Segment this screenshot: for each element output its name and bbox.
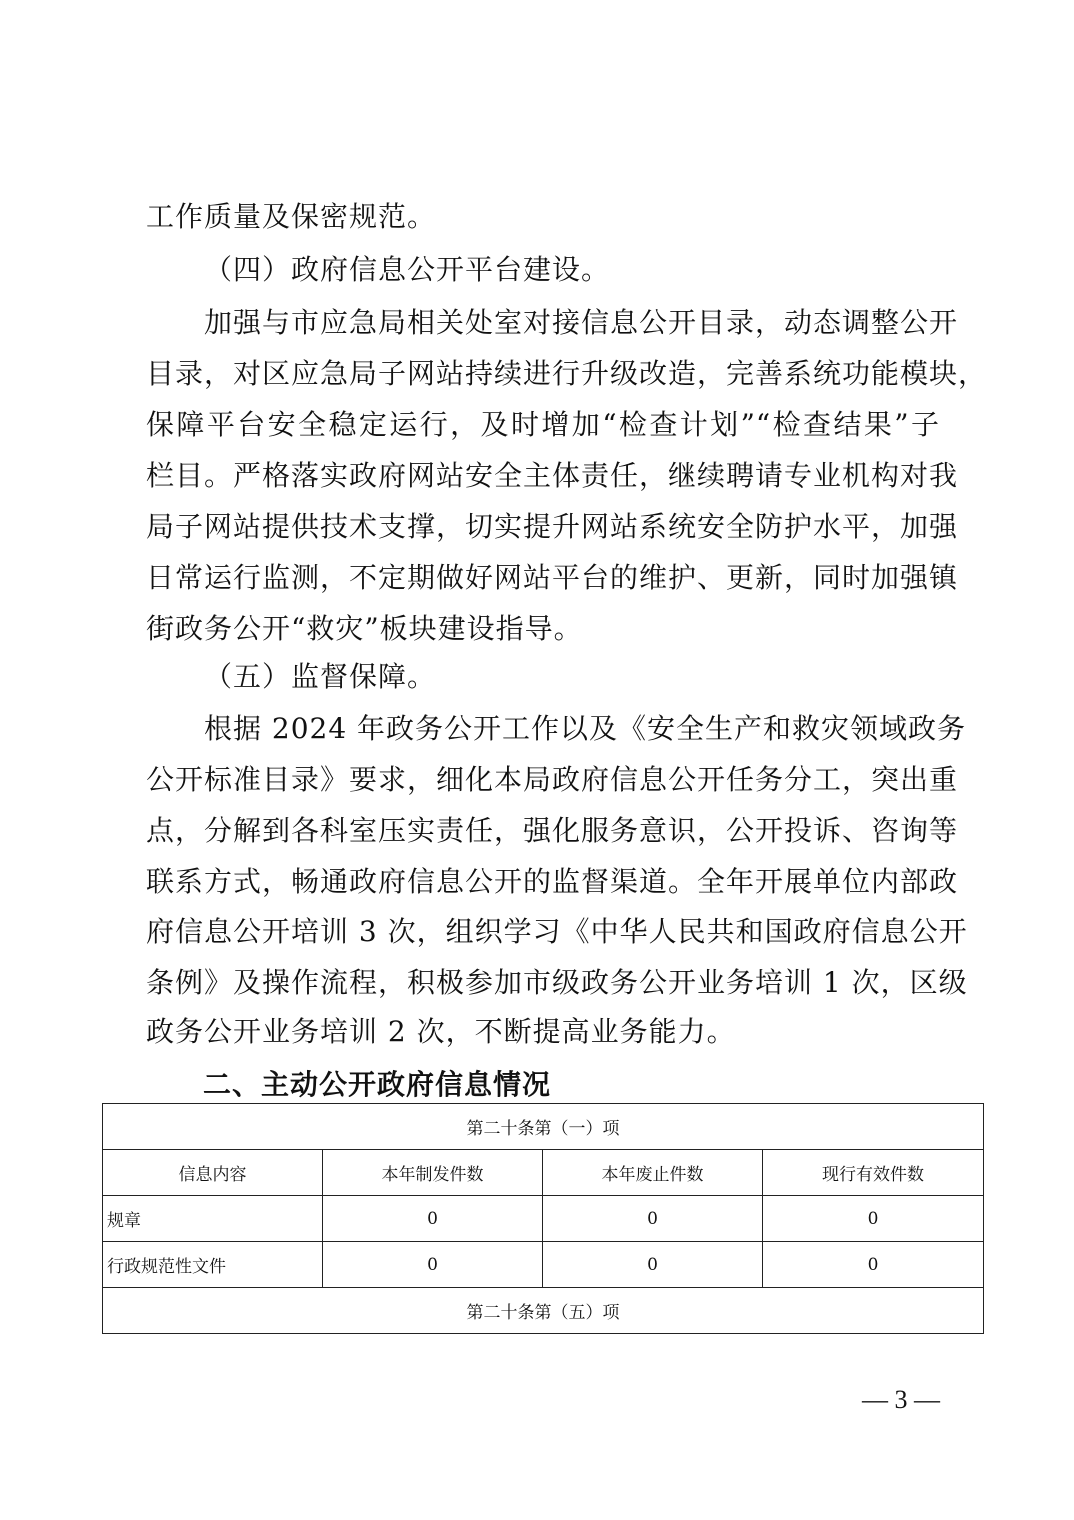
paragraph-line: 联系方式，畅通政府信息公开的监督渠道。全年开展单位内部政 bbox=[146, 865, 959, 898]
section-title: 二、主动公开政府信息情况 bbox=[203, 1068, 552, 1101]
table-row bbox=[103, 1104, 984, 1150]
table-section-header: 第二十条第（五）项 bbox=[103, 1288, 984, 1334]
table-row bbox=[103, 1242, 984, 1288]
paragraph-line: 条例》及操作流程，积极参加市级政务公开业务培训 1 次，区级 bbox=[146, 966, 968, 999]
paragraph-line: 目录，对区应急局子网站持续进行升级改造，完善系统功能模块， bbox=[146, 357, 988, 390]
table-cell: 0 bbox=[323, 1242, 543, 1288]
column-header: 现行有效件数 bbox=[763, 1150, 984, 1196]
subheading-supervision: （五）监督保障。 bbox=[204, 660, 437, 693]
column-header: 本年废止件数 bbox=[543, 1150, 763, 1196]
paragraph-line: 根据 2024 年政务公开工作以及《安全生产和救灾领域政务 bbox=[204, 712, 967, 745]
paragraph-line: 局子网站提供技术支撑，切实提升网站系统安全防护水平，加强 bbox=[146, 510, 959, 543]
paragraph-line: 栏目。严格落实政府网站安全主体责任，继续聘请专业机构对我 bbox=[146, 459, 959, 492]
table-cell: 0 bbox=[763, 1196, 984, 1242]
column-header: 本年制发件数 bbox=[323, 1150, 543, 1196]
table-cell: 0 bbox=[763, 1242, 984, 1288]
table-section-header: 第二十条第（一）项 bbox=[103, 1104, 984, 1150]
table-row bbox=[103, 1288, 984, 1334]
page-number: — 3 — bbox=[862, 1385, 940, 1414]
table-cell: 0 bbox=[323, 1196, 543, 1242]
paragraph-line: 日常运行监测，不定期做好网站平台的维护、更新，同时加强镇 bbox=[146, 561, 959, 594]
paragraph-line: 加强与市应急局相关处室对接信息公开目录，动态调整公开 bbox=[204, 306, 959, 339]
column-header: 信息内容 bbox=[103, 1150, 323, 1196]
table-cell: 0 bbox=[543, 1242, 763, 1288]
table-cell: 行政规范性文件 bbox=[103, 1242, 323, 1288]
paragraph-line: 府信息公开培训 3 次，组织学习《中华人民共和国政府信息公开 bbox=[146, 915, 968, 948]
table-cell: 规章 bbox=[103, 1196, 323, 1242]
paragraph-line: 工作质量及保密规范。 bbox=[146, 200, 437, 233]
paragraph-line: 点，分解到各科室压实责任，强化服务意识，公开投诉、咨询等 bbox=[146, 814, 959, 847]
subheading-platform: （四）政府信息公开平台建设。 bbox=[204, 253, 611, 286]
table-row bbox=[103, 1196, 984, 1242]
paragraph-line: 保障平台安全稳定运行，及时增加“检查计划”“检查结果”子 bbox=[146, 408, 940, 441]
paragraph-line: 政务公开业务培训 2 次，不断提高业务能力。 bbox=[146, 1015, 736, 1048]
paragraph-line: 街政务公开“救灾”板块建设指导。 bbox=[146, 612, 583, 645]
table-cell: 0 bbox=[543, 1196, 763, 1242]
table-header-row bbox=[103, 1150, 984, 1196]
paragraph-line: 公开标准目录》要求，细化本局政府信息公开任务分工，突出重 bbox=[146, 763, 959, 796]
disclosure-table bbox=[102, 1103, 984, 1334]
